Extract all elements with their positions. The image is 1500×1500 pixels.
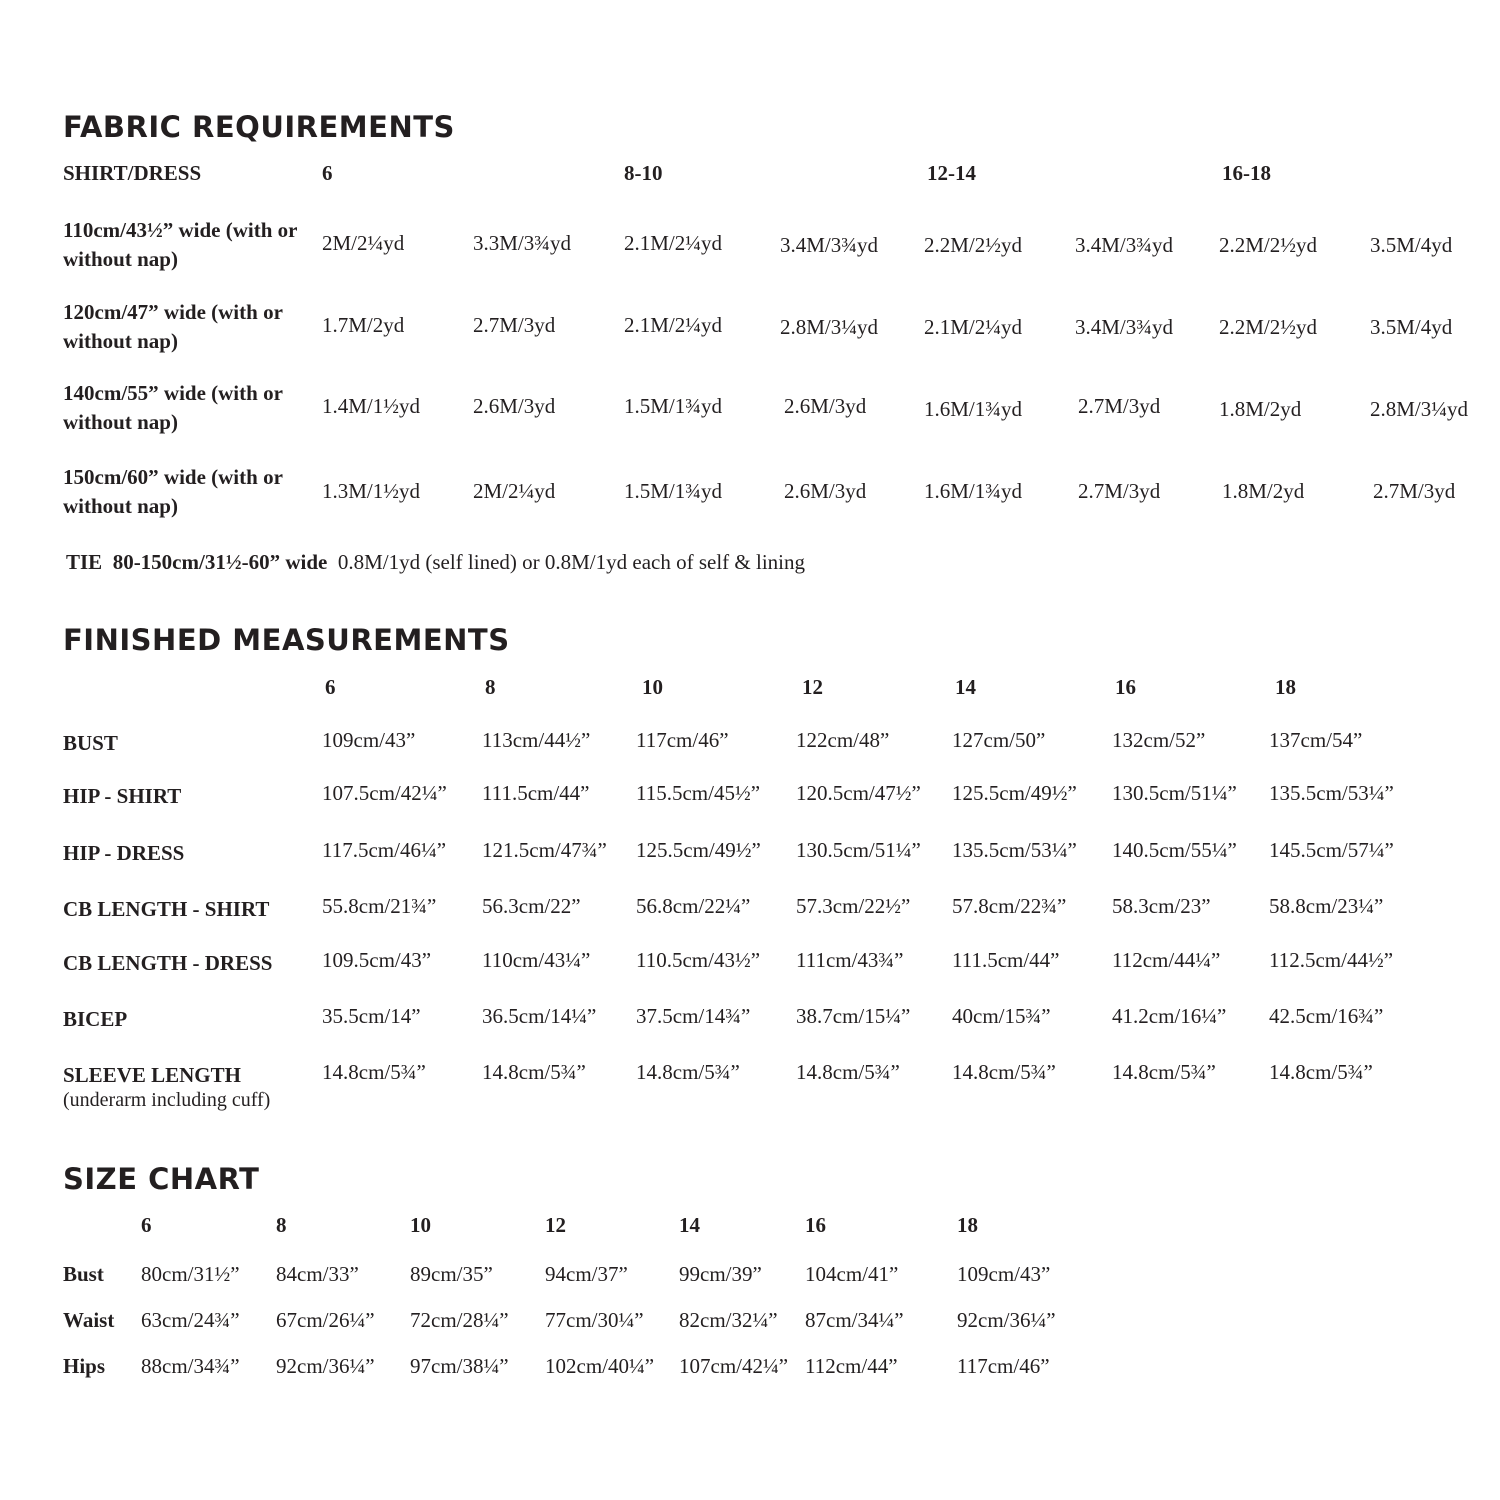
finished-row-label: HIP - SHIRT xyxy=(63,784,182,808)
size-chart-size-header: 8 xyxy=(276,1213,287,1237)
size-chart-cell: 102cm/40¼” xyxy=(545,1354,655,1378)
size-chart-size-header: 18 xyxy=(957,1213,978,1237)
fabric-cell: 3.4M/3¾yd xyxy=(780,233,879,257)
finished-row-label: SLEEVE LENGTH xyxy=(63,1063,241,1087)
finished-cell: 14.8cm/5¾” xyxy=(322,1060,426,1084)
finished-cell: 58.3cm/23” xyxy=(1112,894,1211,918)
size-chart-cell: 67cm/26¼” xyxy=(276,1308,375,1332)
finished-cell: 115.5cm/45½” xyxy=(636,781,761,805)
finished-cell: 109cm/43” xyxy=(322,728,416,752)
fabric-cell: 2M/2¼yd xyxy=(473,479,556,503)
size-chart-cell: 104cm/41” xyxy=(805,1262,899,1286)
size-chart-title: SIZE CHART xyxy=(63,1162,260,1196)
fabric-cell: 1.8M/2yd xyxy=(1219,397,1302,421)
fabric-cell: 1.5M/1¾yd xyxy=(624,394,723,418)
size-chart-cell: 72cm/28¼” xyxy=(410,1308,509,1332)
fabric-row-label: 140cm/55” wide (with or without nap) xyxy=(63,381,283,434)
tie-line xyxy=(66,550,805,575)
finished-cell: 140.5cm/55¼” xyxy=(1112,838,1237,862)
fabric-cell: 1.6M/1¾yd xyxy=(924,397,1023,421)
fabric-row-label: 150cm/60” wide (with or without nap) xyxy=(63,465,283,518)
size-chart-cell: 117cm/46” xyxy=(957,1354,1050,1378)
finished-size-header: 12 xyxy=(802,675,823,699)
finished-size-header: 6 xyxy=(325,675,336,699)
finished-cell: 110cm/43¼” xyxy=(482,948,591,972)
finished-cell: 111.5cm/44” xyxy=(952,948,1060,972)
fabric-row-label: 110cm/43½” wide (with or without nap) xyxy=(63,218,298,271)
finished-cell: 145.5cm/57¼” xyxy=(1269,838,1394,862)
fabric-cell: 2.2M/2½yd xyxy=(924,233,1023,257)
tie-label: TIE xyxy=(66,550,103,574)
finished-cell: 109.5cm/43” xyxy=(322,948,432,972)
size-chart-cell: 92cm/36¼” xyxy=(276,1354,375,1378)
size-chart-cell: 112cm/44” xyxy=(805,1354,898,1378)
finished-cell: 137cm/54” xyxy=(1269,728,1363,752)
size-chart-cell: 92cm/36¼” xyxy=(957,1308,1056,1332)
finished-cell: 37.5cm/14¾” xyxy=(636,1004,751,1028)
finished-cell: 14.8cm/5¾” xyxy=(796,1060,900,1084)
size-chart-cell: 88cm/34¾” xyxy=(141,1354,240,1378)
finished-cell: 110.5cm/43½” xyxy=(636,948,761,972)
fabric-cell: 3.4M/3¾yd xyxy=(1075,315,1174,339)
size-chart-size-header: 6 xyxy=(141,1213,152,1237)
fabric-size-header: 6 xyxy=(322,161,333,185)
size-chart-row-label: Hips xyxy=(63,1354,106,1378)
finished-cell: 35.5cm/14” xyxy=(322,1004,421,1028)
finished-cell: 122cm/48” xyxy=(796,728,890,752)
finished-measurements-title: FINISHED MEASUREMENTS xyxy=(63,623,510,657)
finished-cell: 130.5cm/51¼” xyxy=(1112,781,1237,805)
fabric-cell: 1.7M/2yd xyxy=(322,313,405,337)
finished-cell: 36.5cm/14¼” xyxy=(482,1004,597,1028)
finished-size-header: 18 xyxy=(1275,675,1296,699)
fabric-cell: 3.5M/4yd xyxy=(1370,233,1453,257)
fabric-cell: 2.7M/3yd xyxy=(1078,479,1161,503)
finished-row-sublabel: (underarm including cuff) xyxy=(63,1089,271,1111)
size-chart-cell: 109cm/43” xyxy=(957,1262,1051,1286)
fabric-cell: 1.3M/1½yd xyxy=(322,479,421,503)
finished-cell: 42.5cm/16¾” xyxy=(1269,1004,1384,1028)
fabric-size-header: 12-14 xyxy=(927,161,976,185)
size-chart-row-label: Bust xyxy=(63,1262,104,1286)
fabric-cell: 2.7M/3yd xyxy=(1373,479,1456,503)
finished-cell: 121.5cm/47¾” xyxy=(482,838,607,862)
fabric-cell: 2.7M/3yd xyxy=(1078,394,1161,418)
fabric-cell: 2.8M/3¼yd xyxy=(1370,397,1469,421)
finished-cell: 56.3cm/22” xyxy=(482,894,581,918)
size-chart-cell: 94cm/37” xyxy=(545,1262,628,1286)
finished-cell: 117cm/46” xyxy=(636,728,729,752)
fabric-cell: 2.8M/3¼yd xyxy=(780,315,879,339)
fabric-cell: 2.1M/2¼yd xyxy=(924,315,1023,339)
tie-width: 80-150cm/31½-60” wide xyxy=(112,550,328,574)
size-chart-cell: 99cm/39” xyxy=(679,1262,762,1286)
fabric-cell: 2M/2¼yd xyxy=(322,231,405,255)
finished-cell: 135.5cm/53¼” xyxy=(1269,781,1394,805)
finished-cell: 125.5cm/49½” xyxy=(636,838,761,862)
fabric-size-header: 8-10 xyxy=(624,161,663,185)
finished-row-label: HIP - DRESS xyxy=(63,841,185,865)
finished-cell: 112cm/44¼” xyxy=(1112,948,1221,972)
finished-cell: 14.8cm/5¾” xyxy=(1112,1060,1216,1084)
size-chart-row-label: Waist xyxy=(63,1308,115,1332)
finished-cell: 40cm/15¾” xyxy=(952,1004,1051,1028)
finished-cell: 14.8cm/5¾” xyxy=(636,1060,740,1084)
size-chart-cell: 89cm/35” xyxy=(410,1262,493,1286)
fabric-cell: 2.6M/3yd xyxy=(784,479,867,503)
finished-size-header: 10 xyxy=(642,675,663,699)
tie-text: 0.8M/1yd (self lined) or 0.8M/1yd each of self & lining xyxy=(337,550,805,574)
finished-cell: 57.8cm/22¾” xyxy=(952,894,1067,918)
finished-row-label: CB LENGTH - DRESS xyxy=(63,951,273,975)
fabric-cell: 2.7M/3yd xyxy=(473,313,556,337)
fabric-cell: 3.4M/3¾yd xyxy=(1075,233,1174,257)
fabric-corner-label: SHIRT/DRESS xyxy=(63,161,202,185)
finished-cell: 111cm/43¾” xyxy=(796,948,904,972)
fabric-cell: 2.6M/3yd xyxy=(473,394,556,418)
finished-cell: 41.2cm/16¼” xyxy=(1112,1004,1227,1028)
finished-cell: 132cm/52” xyxy=(1112,728,1206,752)
finished-row-label: CB LENGTH - SHIRT xyxy=(63,897,270,921)
fabric-cell: 2.2M/2½yd xyxy=(1219,233,1318,257)
finished-cell: 120.5cm/47½” xyxy=(796,781,921,805)
size-chart-size-header: 10 xyxy=(410,1213,431,1237)
finished-cell: 55.8cm/21¾” xyxy=(322,894,437,918)
finished-cell: 107.5cm/42¼” xyxy=(322,781,447,805)
finished-cell: 125.5cm/49½” xyxy=(952,781,1077,805)
finished-size-header: 16 xyxy=(1115,675,1136,699)
fabric-cell: 1.6M/1¾yd xyxy=(924,479,1023,503)
size-chart-cell: 97cm/38¼” xyxy=(410,1354,509,1378)
fabric-cell: 2.1M/2¼yd xyxy=(624,231,723,255)
finished-cell: 57.3cm/22½” xyxy=(796,894,911,918)
finished-cell: 14.8cm/5¾” xyxy=(1269,1060,1373,1084)
finished-cell: 58.8cm/23¼” xyxy=(1269,894,1384,918)
finished-cell: 111.5cm/44” xyxy=(482,781,590,805)
finished-cell: 127cm/50” xyxy=(952,728,1046,752)
size-chart-size-header: 16 xyxy=(805,1213,826,1237)
finished-cell: 112.5cm/44½” xyxy=(1269,948,1394,972)
fabric-cell: 2.6M/3yd xyxy=(784,394,867,418)
finished-cell: 117.5cm/46¼” xyxy=(322,838,447,862)
finished-cell: 56.8cm/22¼” xyxy=(636,894,751,918)
size-chart-cell: 77cm/30¼” xyxy=(545,1308,644,1332)
size-chart-cell: 107cm/42¼” xyxy=(679,1354,789,1378)
finished-size-header: 8 xyxy=(485,675,496,699)
finished-size-header: 14 xyxy=(955,675,976,699)
size-chart-cell: 82cm/32¼” xyxy=(679,1308,778,1332)
size-chart-cell: 80cm/31½” xyxy=(141,1262,240,1286)
fabric-size-header: 16-18 xyxy=(1222,161,1271,185)
finished-row-label: BUST xyxy=(63,731,118,755)
finished-row-label: BICEP xyxy=(63,1007,128,1031)
size-chart-size-header: 12 xyxy=(545,1213,566,1237)
fabric-cell: 2.2M/2½yd xyxy=(1219,315,1318,339)
finished-cell: 130.5cm/51¼” xyxy=(796,838,921,862)
fabric-cell: 1.5M/1¾yd xyxy=(624,479,723,503)
fabric-cell: 3.5M/4yd xyxy=(1370,315,1453,339)
fabric-cell: 1.8M/2yd xyxy=(1222,479,1305,503)
size-chart-cell: 87cm/34¼” xyxy=(805,1308,904,1332)
finished-cell: 14.8cm/5¾” xyxy=(482,1060,586,1084)
size-chart-cell: 84cm/33” xyxy=(276,1262,359,1286)
fabric-cell: 2.1M/2¼yd xyxy=(624,313,723,337)
finished-cell: 38.7cm/15¼” xyxy=(796,1004,911,1028)
size-chart-size-header: 14 xyxy=(679,1213,700,1237)
fabric-cell: 3.3M/3¾yd xyxy=(473,231,572,255)
finished-cell: 113cm/44½” xyxy=(482,728,591,752)
fabric-cell: 1.4M/1½yd xyxy=(322,394,421,418)
finished-cell: 14.8cm/5¾” xyxy=(952,1060,1056,1084)
fabric-row-label: 120cm/47” wide (with or without nap) xyxy=(63,300,283,353)
fabric-requirements-title: FABRIC REQUIREMENTS xyxy=(63,110,455,144)
finished-cell: 135.5cm/53¼” xyxy=(952,838,1077,862)
size-chart-cell: 63cm/24¾” xyxy=(141,1308,240,1332)
